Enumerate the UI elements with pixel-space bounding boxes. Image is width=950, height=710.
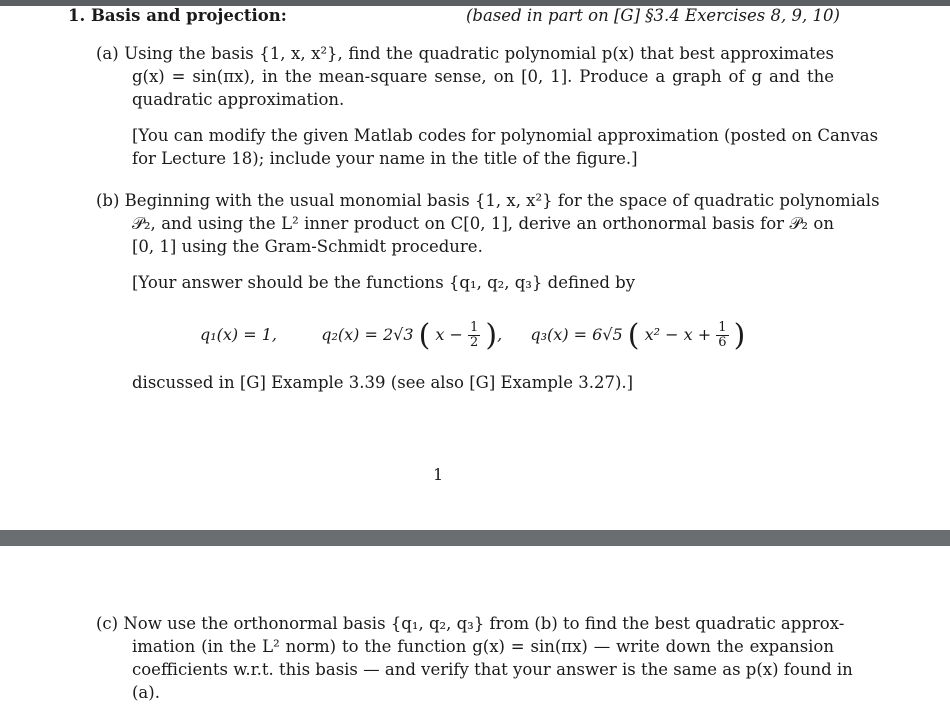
part-c-line-1: (c) Now use the orthonormal basis {q₁, q₂, q₃} from (b) to find the best quadratic approx- [96,614,845,633]
q2-inner: x − [435,325,463,344]
part-c-line-4: (a). [132,683,160,702]
q1-definition: q₁(x) = 1, [200,325,278,344]
problem-title: 1. Basis and projection: [68,6,287,25]
part-b-line-1: (b) Beginning with the usual monomial basis {1, x, x²} for the space of quadratic polynomials [96,191,880,210]
part-b-note-intro: [Your answer should be the functions {q₁, q₂, q₃} defined by [132,273,636,292]
part-a-note-line-1: [You can modify the given Matlab codes for polynomial approximation (posted on Canvas [132,126,879,145]
q2-fraction [468,321,480,350]
source-note: (based in part on [G] §3.4 Exercises 8, 9, 10) [466,6,840,25]
q3-paren-open: ( [627,318,640,353]
q2-fraction-denominator: 2 [470,335,479,350]
q2-comma: , [497,325,503,344]
part-a-line-3: quadratic approximation. [132,90,345,109]
part-b-line-2: 𝒫₂, and using the L² inner product on C[0, 1], derive an orthonormal basis for 𝒫₂ on [132,214,834,233]
part-b-line-3: [0, 1] using the Gram-Schmidt procedure. [132,237,483,256]
part-a-line-2: g(x) = sin(πx), in the mean-square sense, on [0, 1]. Produce a graph of g and the [132,67,834,86]
page-number: 1 [433,465,444,484]
q3-fraction-numerator: 1 [718,320,727,335]
q3-inner: x² − x + [644,325,712,344]
q2-fraction-numerator: 1 [470,320,479,335]
q3-paren-close: ) [733,318,746,353]
part-a-line-1: (a) Using the basis {1, x, x²}, find the quadratic polynomial p(x) that best approximates [96,44,834,63]
q2-paren-close: ) [485,318,498,353]
q3-fraction [716,321,728,350]
page-separator [0,530,950,546]
part-a-note-line-2: for Lecture 18); include your name in the title of the figure.] [132,149,638,168]
q2-paren-open: ( [418,318,431,353]
basis-formula [200,318,745,353]
part-c-line-2: imation (in the L² norm) to the function g(x) = sin(πx) — write down the expansion [132,637,834,656]
q3-fraction-denominator: 6 [718,335,727,350]
q2-prefix: q₂(x) = 2√3 [321,325,414,344]
part-c-line-3: coefficients w.r.t. this basis — and verify that your answer is the same as p(x) found in [132,660,853,679]
part-b-note-end: discussed in [G] Example 3.39 (see also [G] Example 3.27).] [132,373,634,392]
q3-prefix: q₃(x) = 6√5 [530,325,623,344]
